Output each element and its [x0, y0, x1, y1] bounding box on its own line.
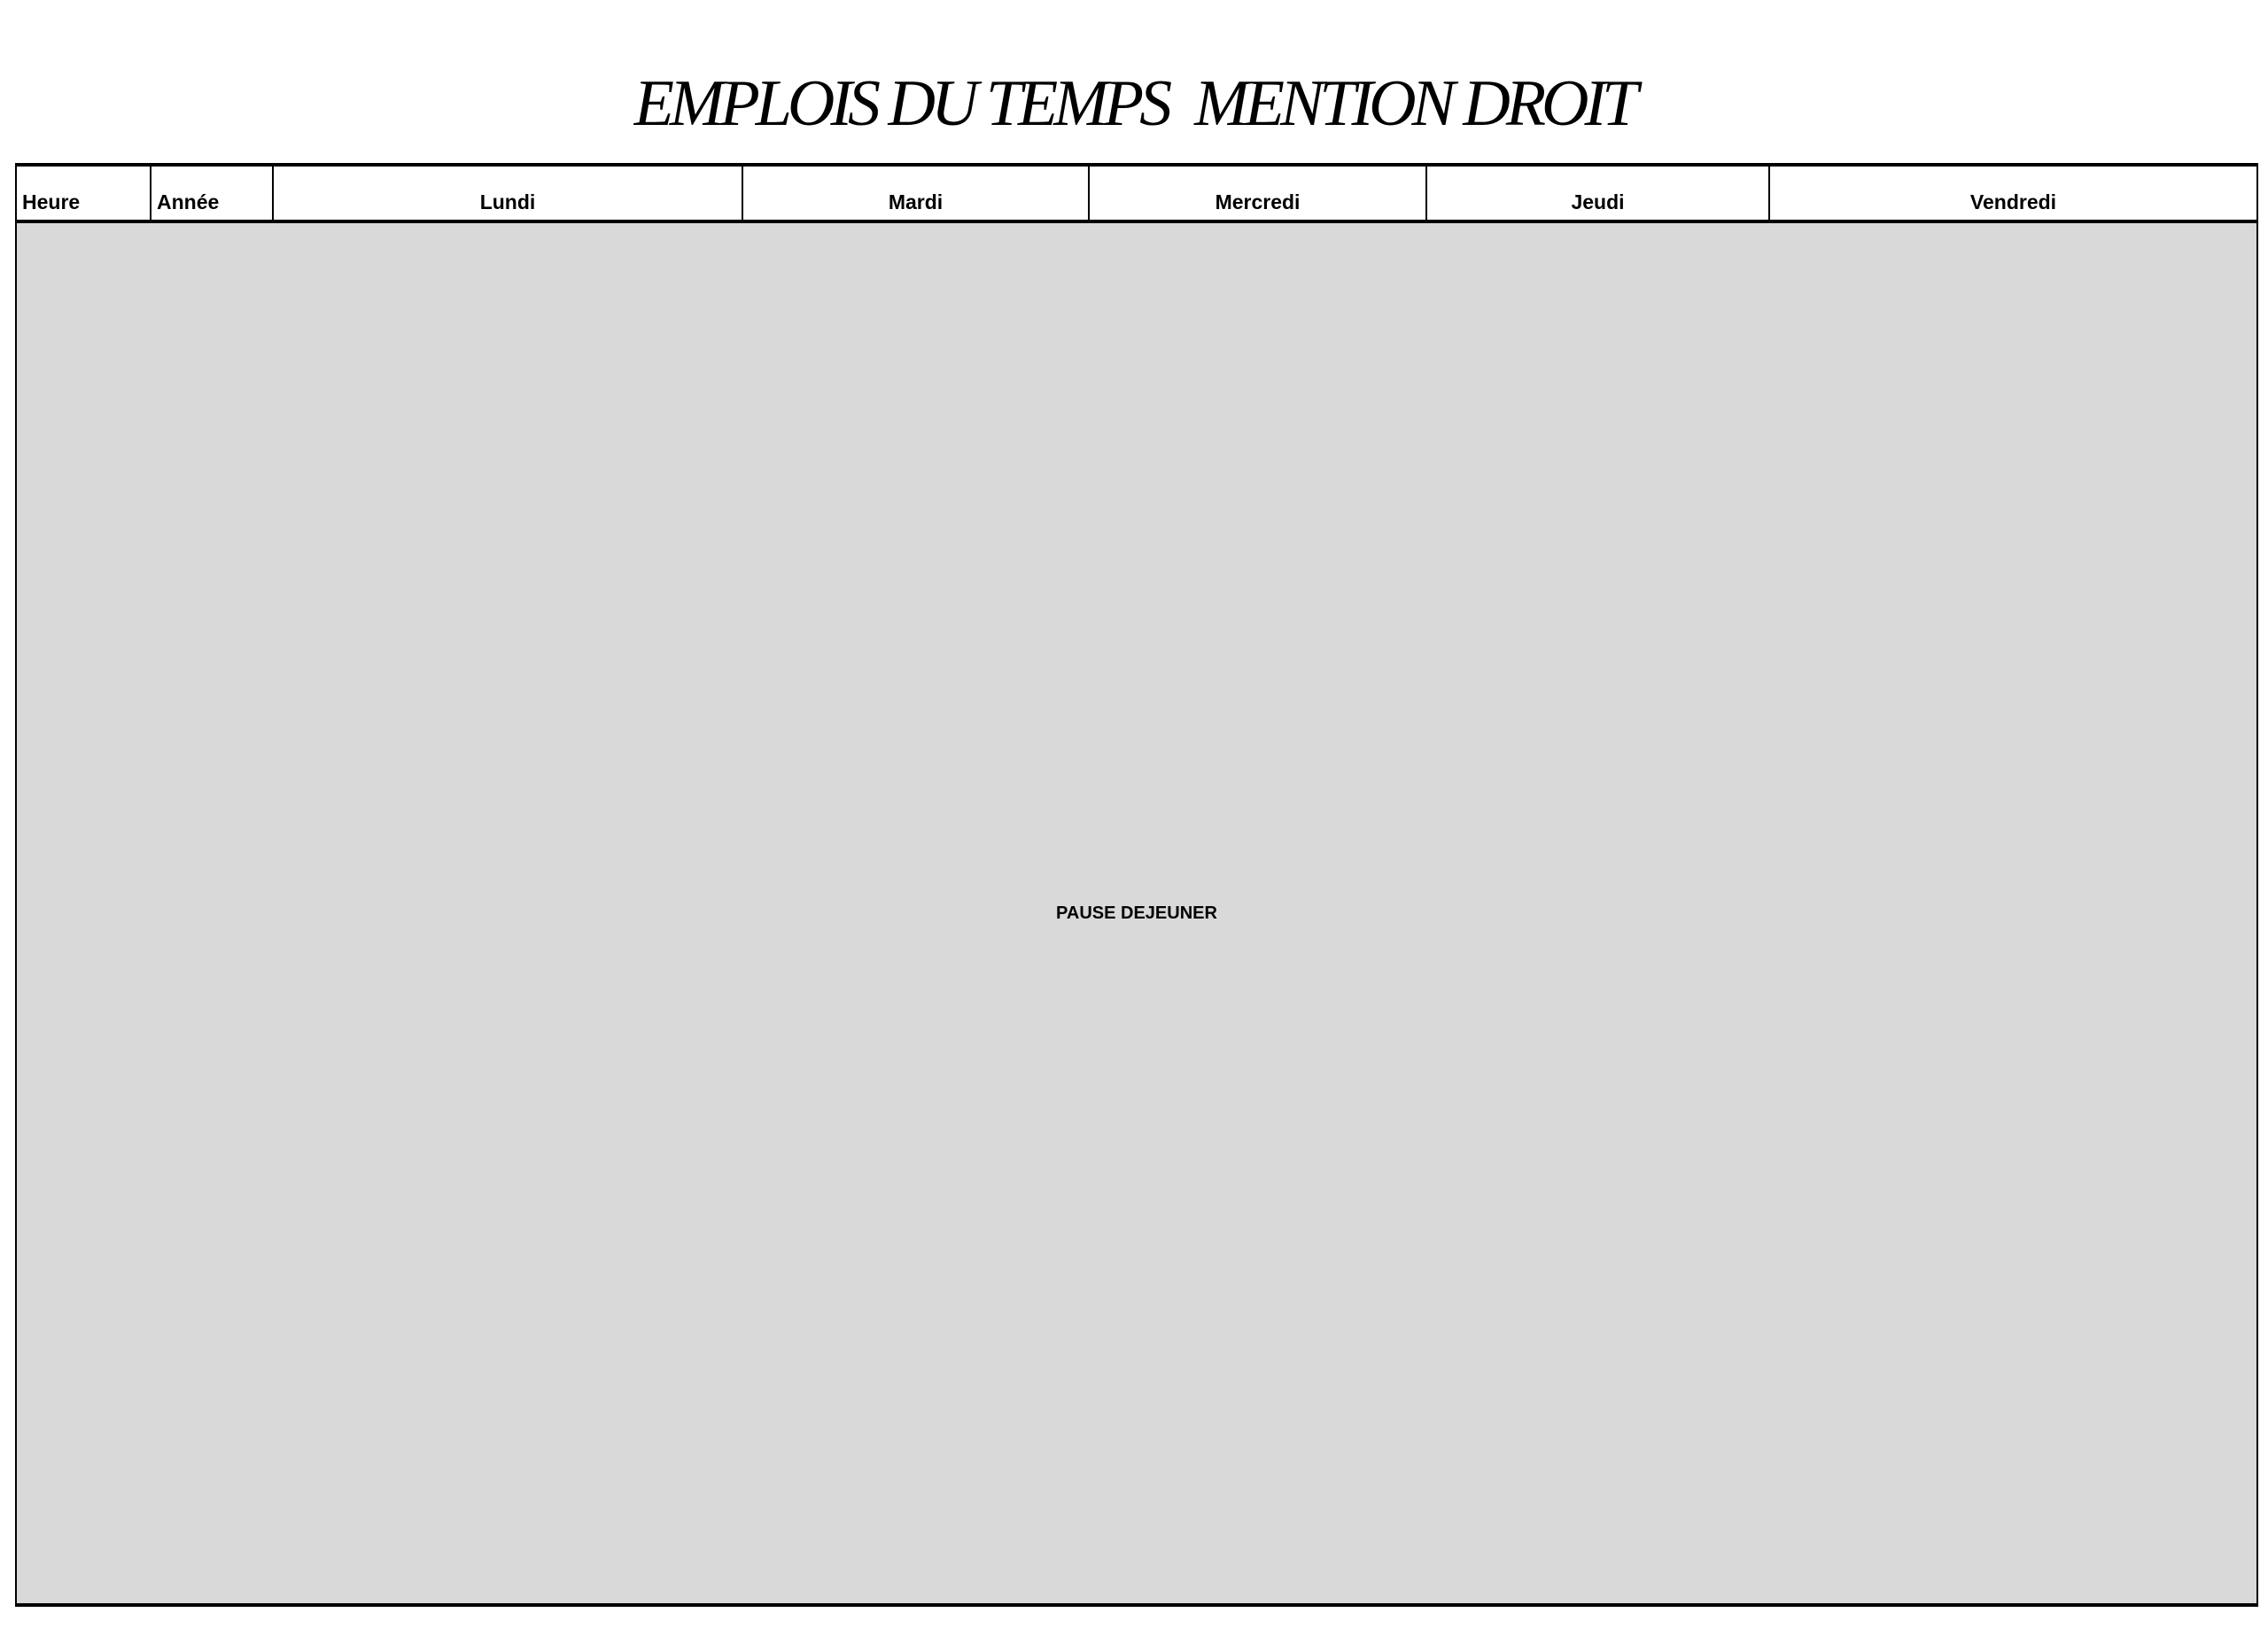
header-vendredi: Vendredi — [1769, 165, 2257, 221]
pause-body — [16, 221, 2257, 1605]
title-part-1: EMPLOIS DU TEMPS — [633, 67, 1169, 140]
header-mercredi: Mercredi — [1089, 165, 1426, 221]
page-title — [0, 64, 2268, 143]
header-mardi: Mardi — [742, 165, 1089, 221]
header-annee: Année — [151, 165, 273, 221]
pause-dejeuner-bar: PAUSE DEJEUNER — [16, 221, 2257, 1605]
header-lundi: Lundi — [273, 165, 742, 221]
schedule-table — [15, 163, 2258, 1607]
header-heure: Heure — [16, 165, 151, 221]
title-part-2: MENTION DROIT — [1194, 67, 1635, 140]
header-jeudi: Jeudi — [1426, 165, 1769, 221]
